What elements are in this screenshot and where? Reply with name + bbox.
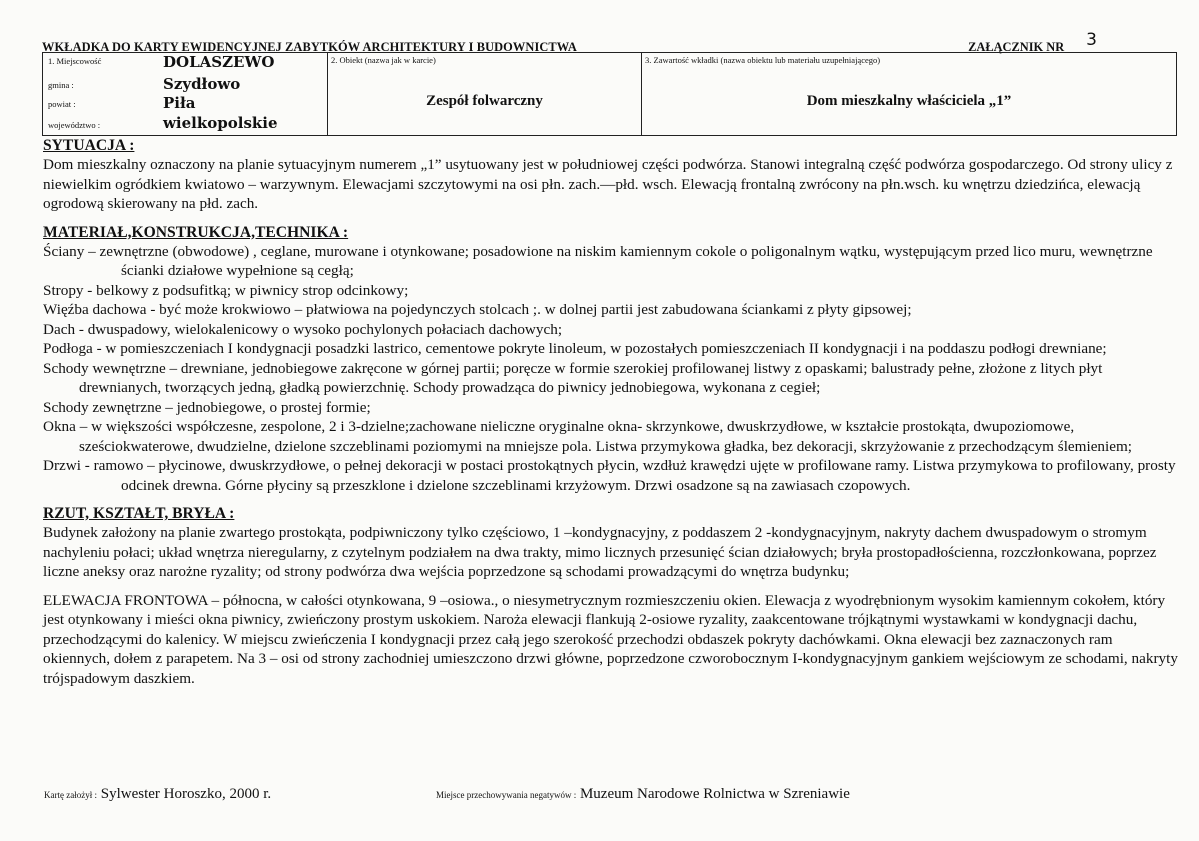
spacer: [43, 495, 1183, 504]
powiat-label: powiat :: [48, 99, 76, 109]
document-footer: [44, 786, 850, 803]
rzut-title: RZUT, KSZTAŁT, BRYŁA :: [43, 505, 235, 522]
material-item: Więźba dachowa - być może krokwiowo – płatwiowa na pojedynczych stolcach ;. w dolnej partii jest zabudowana ściankami z płyty gipsowej;: [43, 301, 912, 318]
insert-content-value: Dom mieszkalny właściciela „1”: [806, 93, 1012, 109]
document-body: [43, 136, 1183, 688]
annex-label-text: ZAŁĄCZNIK NR: [968, 40, 1065, 54]
wojewodztwo-value: wielkopolskie: [163, 114, 278, 132]
material-item: Drzwi - ramowo – płycinowe, dwuskrzydłowe, o pełnej dekoracji w postaci prostokątnych płycin, wzdłuż krawędzi ujęte w profilowane ramy. Listwa przymykowa to profilowany, prosty odcinek drewna. Górne płyciny są przeszklone i dzielone szczeblinami krzyżowym. Drzwi osadzone są na zawiasach czopowych.: [43, 457, 1176, 494]
sytuacja-text: Dom mieszkalny oznaczony na planie sytuacyjnym numerem „1” usytuowany jest w południowej części podwórza. Stanowi integralną część podwórza gospodarczego. Od strony ulicy z niewielkim ogródkiem kwiatowo – warzywnym. Elewacjami szczytowymi na osi płn. zach.—płd. wsch. Elewacją frontalną zwrócony na płn.wsch. ku wnętrzu dziedzińca, elewacją ogrodową skierowany na płd. zach.: [43, 156, 1173, 212]
object-cell: [328, 53, 642, 136]
object-label: 2. Obiekt (nazwa jak w karcie): [331, 55, 436, 65]
powiat-value: Piła: [163, 94, 196, 112]
material-item: Stropy - belkowy z podsufitką; w piwnicy strop odcinkowy;: [43, 281, 409, 299]
info-table: [42, 52, 1177, 136]
sytuacja-title: SYTUACJA :: [43, 137, 135, 154]
miejscowosc-label: 1. Miejscowość: [48, 56, 102, 66]
material-item: Schody zewnętrzne – jednobiegowe, o prostej formie;: [43, 398, 371, 416]
author-value: Sylwester Horoszko, 2000 r.: [100, 786, 272, 802]
author-label: Kartę założył :: [44, 790, 97, 800]
gmina-value: Szydłowo: [163, 75, 241, 93]
negatives-value: Muzeum Narodowe Rolnictwa w Szreniawie: [579, 786, 850, 802]
material-title: MATERIAŁ,KONSTRUKCJA,TECHNIKA :: [43, 223, 349, 241]
spacer: [43, 214, 1183, 223]
location-cell: [43, 53, 328, 136]
negatives-location: [436, 786, 850, 803]
material-item: Okna – w większości współczesne, zespolone, 2 i 3-dzielne;zachowane nieliczne oryginalne okna- skrzynkowe, dwuskrzydłowe, w kształcie prostokąta, dwupoziomowe, sześciokwaterowe, dwudzielne, dzielone szczeblinami poziomymi na mniejsze pola. Listwa przymykowa gładka, bez dekoracji, skrzyżowanie z przechodzącym ślemieniem;: [43, 418, 1133, 455]
wojewodztwo-label: województwo :: [48, 120, 101, 130]
insert-content-cell: [642, 53, 1177, 136]
object-value: Zespół folwarczny: [426, 93, 543, 109]
rzut-text: Budynek założony na planie zwartego prostokąta, podpiwniczony tylko częściowo, 1 –kondygnacyjny, z poddaszem 2 -kondygnacyjnym, nakryty dachem dwuspadowym o stromym nachyleniu połaci; układ wnętrza nieregularny, z czytelnym podziałem na dwa trakty, mimo licznych przesunięć ścian działowych; bryła prostopadłościenna, rozczłonkowana, poprzez liczne aneksy oraz narożne ryzality; od strony podwórza dwa wejścia poprzedzone są schodami prowadzącymi do wnętrza budynku;: [43, 524, 1157, 580]
negatives-label: Miejsce przechowywania negatywów :: [436, 790, 577, 800]
elewacja-text: ELEWACJA FRONTOWA – północna, w całości otynkowana, 9 –osiowa., o niesymetrycznym rozmieszczeniu okien. Elewacja z wyodrębnionym wysokim kamiennym cokołem, który jest otynkowany i mieści okna piwnicy, zwieńczony prostym uskokiem. Naroża elewacji flankują 2-osiowe ryzality, zaakcentowane trójkątnymi wystawkami w kondygnacji dachu, przechodzącymi do kalenicy. W miejscu zwieńczenia I kondygnacji przez całą jego szerokość przechodzi obdaszek pokryty dachówkami. Okna elewacji bez zaznaczonych ram okiennych, dołem z parapetem. Na 3 – osi od strony zachodniej umieszczono drzwi główne, poprzedzone czworobocznym I-kondygnacyjnym gankiem wejściowym ze schodami, nakryty trójspadowym daszkiem.: [43, 591, 1178, 687]
insert-content-label: 3. Zawartość wkładki (nazwa obiektu lub materiału uzupełniającego): [645, 55, 881, 65]
spacer: [43, 582, 1183, 591]
material-item: Schody wewnętrzne – drewniane, jednobiegowe zakręcone w górnej partii; poręcze w formie szerokiej profilowanej listwy z opaskami; balustrady pełne, złożone z litych płyt drewnianych, tworzących jedną, gładką powierzchnię. Schody prowadząca do piwnicy jednobiegowa, wykonana z cegieł;: [43, 359, 1103, 396]
document-title: WKŁADKA DO KARTY EWIDENCYJNEJ ZABYTKÓW ARCHITEKTURY I BUDOWNICTWA: [42, 40, 577, 54]
annex-number: 3: [1086, 30, 1097, 50]
gmina-label: gmina :: [48, 80, 74, 90]
material-item: Podłoga - w pomieszczeniach I kondygnacji posadzki lastrico, cementowe pokryte linoleum, w pozostałych pomieszczeniach II kondygnacji i na poddaszu podłogi drewniane;: [43, 340, 1107, 357]
material-item: Ściany – zewnętrzne (obwodowe) , ceglane, murowane i otynkowane; posadowione na niskim kamiennym cokole o poligonalnym wątku, występującym przed lico muru, wewnętrzne ścianki działowe wypełnione są cegłą;: [43, 242, 1153, 279]
material-item: Dach - dwuspadowy, wielokalenicowy o wysoko pochylonych połaciach dachowych;: [43, 320, 563, 338]
miejscowosc-value: DOLASZEWO: [163, 53, 275, 71]
